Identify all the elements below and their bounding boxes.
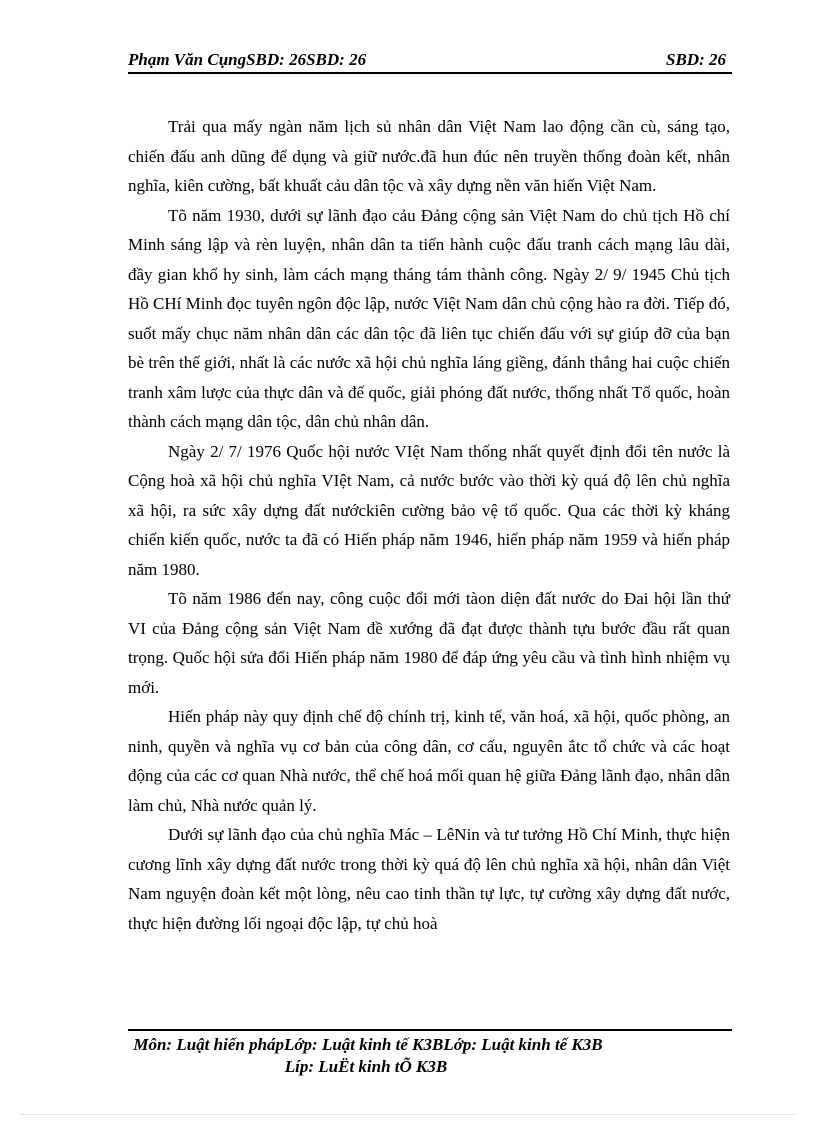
page-edge-divider (20, 1114, 796, 1115)
paragraph: Ngày 2/ 7/ 1976 Quốc hội nước VIệt Nam thống nhất quyết định đổi tên nước là Cộng hoà xã hội chủ nghĩa VIệt Nam, cả nước bước vào thời kỳ quá độ lên chủ nghĩa xã hội, ra sức xây dựng đất nướckiên cường bảo vệ tổ quốc. Qua các thời kỳ kháng chiến kiến quốc, nước ta đã có Hiến pháp năm 1946, hiến pháp năm 1959 và hiến pháp năm 1980. (128, 441, 730, 579)
header-rule (128, 72, 732, 74)
footer-rule (128, 1029, 732, 1031)
header-sbd: SBD: 26 (666, 50, 726, 69)
paragraph: Tõ năm 1986 đến nay, công cuộc đổi mới tàon diện đất nước do Đai hội lần thứ VI của Đảng cộng sản Việt Nam đề xướng đã đạt được thành tựu bước đầu rất quan trọng. Quốc hội sửa đổi Hiến pháp năm 1980 để đáp ứng yêu cầu và tình hình nhiệm vụ mới. (128, 589, 730, 697)
paragraph: Dưới sự lãnh đạo của chủ nghĩa Mác – LêNin và tư tưởng Hồ Chí Minh, thực hiện cương lĩnh xây dựng đất nước trong thời kỳ quá độ lên chủ nghĩa xã hội, nhân dân Việt Nam nguyện đoàn kết một lòng, nêu cao tinh thần tự lực, tự cường xây dựng đất nước, thực hiện đường lối ngoại độc lập, tự chủ hoà (128, 825, 730, 933)
footer-class: Líp: LuËt kinh tÕ K3B (284, 1057, 448, 1076)
page-footer (128, 1034, 732, 1078)
paragraph: Hiến pháp này quy định chế độ chính trị, kinh tế, văn hoá, xã hội, quốc phòng, an ninh, quyền và nghĩa vụ cơ bản của công dân, cơ cấu, nguyên ắtc tổ chức và các hoạt động của các cơ quan Nhà nước, thể chế hoá mối quan hệ giữa Đảng lãnh đạo, nhân dân làm chủ, Nhà nước quản lý. (128, 707, 730, 815)
paragraph: Trải qua mấy ngàn năm lịch sủ nhân dân Việt Nam lao động cần cù, sáng tạo, chiến đấu anh dũng để dụng và giữ nước.đã hun đúc nên truyền thống đoàn kết, nhân nghĩa, kiên cường, bất khuất cảu dân tộc và xây dựng nền văn hiến Việt Nam. (128, 117, 730, 195)
footer-course: Môn: Luật hiến phápLớp: Luật kinh tế K3BLớp: Luật kinh tế K3B (133, 1035, 603, 1054)
document-body (128, 112, 730, 938)
page-header (128, 48, 732, 72)
paragraph: Tõ năm 1930, dưới sự lãnh đạo cảu Đảng cộng sản Việt Nam do chủ tịch Hồ chí Minh sáng lập và rèn luyện, nhân dân ta tiến hành cuộc đấu tranh cách mạng lâu dài, đầy gian khổ hy sinh, làm cách mạng tháng tám thành công. Ngày 2/ 9/ 1945 Chủ tịch Hồ CHí Minh đọc tuyên ngôn độc lập, nước Việt Nam dân chủ cộng hào ra đời. Tiếp đó, suốt mấy chục năm nhân dân các dân tộc đã liên tục chiến đấu với sự giúp đỡ của bạn bè trên thế giới, nhất là các nước xã hội chủ nghĩa láng giềng, đánh thắng hai cuộc chiến tranh xâm lược của thực dân và đế quốc, giải phóng đất nước, thống nhất Tổ quốc, hoàn thành cách mạng dân tộc, dân chủ nhân dân. (128, 205, 730, 431)
header-author: Phạm Văn CụngSBD: 26SBD: 26 (128, 50, 367, 69)
